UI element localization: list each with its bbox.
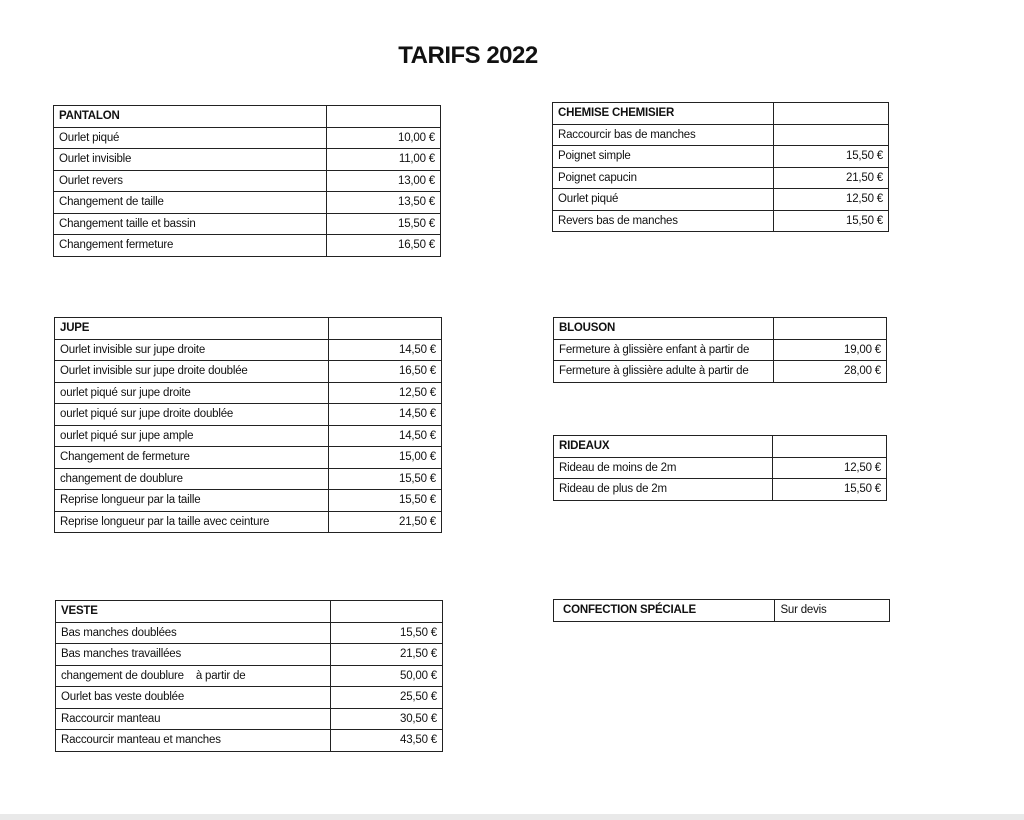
item-label: Ourlet revers: [54, 170, 327, 192]
item-label: Rideau de moins de 2m: [554, 457, 773, 479]
item-price: 13,50 €: [327, 192, 441, 214]
item-label: changement de doublure: [55, 468, 329, 490]
section-header: JUPE: [55, 318, 329, 340]
item-price: 15,50 €: [331, 622, 443, 644]
rideaux-table: [553, 435, 887, 501]
item-price: 15,50 €: [774, 146, 889, 168]
item-price: 12,50 €: [774, 189, 889, 211]
table-header-row: [54, 106, 441, 128]
table-row: [55, 447, 442, 469]
item-price: 21,50 €: [328, 511, 441, 533]
item-price: 14,50 €: [328, 339, 441, 361]
item-label: Ourlet invisible sur jupe droite doublée: [55, 361, 329, 383]
veste-table: [55, 600, 443, 752]
blouson-table: [553, 317, 887, 383]
page-title: TARIFS 2022: [398, 42, 538, 69]
item-label: Changement taille et bassin: [54, 213, 327, 235]
item-label: Bas manches travaillées: [56, 644, 331, 666]
table-header-row: [553, 103, 889, 125]
item-label: Bas manches doublées: [56, 622, 331, 644]
table-row: [553, 124, 889, 146]
item-price: 21,50 €: [331, 644, 443, 666]
table-row: [553, 210, 889, 232]
item-price: 43,50 €: [331, 730, 443, 752]
pantalon-table: [53, 105, 441, 257]
table-row: [54, 192, 441, 214]
item-price: 15,50 €: [328, 468, 441, 490]
table-row: [554, 361, 887, 383]
item-label: ourlet piqué sur jupe droite doublée: [55, 404, 329, 426]
confection-table: [553, 599, 890, 622]
section-header: CHEMISE CHEMISIER: [553, 103, 774, 125]
item-price: 14,50 €: [328, 425, 441, 447]
item-label: changement de doublure à partir de: [56, 665, 331, 687]
table-row: [55, 490, 442, 512]
table-row: [55, 382, 442, 404]
table-row: [56, 644, 443, 666]
item-label: Fermeture à glissière enfant à partir de: [554, 339, 774, 361]
item-price: 12,50 €: [773, 457, 887, 479]
table-row: [553, 189, 889, 211]
header-empty-cell: [331, 601, 443, 623]
item-label: ourlet piqué sur jupe droite: [55, 382, 329, 404]
table-row: [54, 149, 441, 171]
table-header-row: [55, 318, 442, 340]
item-label: Ourlet piqué: [54, 127, 327, 149]
item-price: 21,50 €: [774, 167, 889, 189]
item-label: Poignet simple: [553, 146, 774, 168]
table-row: [56, 687, 443, 709]
chemise-table: [552, 102, 889, 232]
item-price: 16,50 €: [327, 235, 441, 257]
header-empty-cell: [328, 318, 441, 340]
item-label: Ourlet invisible: [54, 149, 327, 171]
item-label: Raccourcir bas de manches: [553, 124, 774, 146]
table-row: [56, 665, 443, 687]
item-price: 12,50 €: [328, 382, 441, 404]
item-price: Sur devis: [775, 600, 890, 622]
header-empty-cell: [773, 318, 886, 340]
item-price: 28,00 €: [773, 361, 886, 383]
table-row: [56, 708, 443, 730]
table-header-row: [554, 600, 890, 622]
header-empty-cell: [327, 106, 441, 128]
section-header: VESTE: [56, 601, 331, 623]
table-header-row: [554, 318, 887, 340]
item-price: 15,50 €: [327, 213, 441, 235]
item-price: 11,00 €: [327, 149, 441, 171]
table-row: [54, 127, 441, 149]
item-price: 16,50 €: [328, 361, 441, 383]
table-row: [55, 339, 442, 361]
section-header: CONFECTION SPÉCIALE: [554, 600, 775, 622]
header-empty-cell: [774, 103, 889, 125]
table-row: [554, 457, 887, 479]
table-row: [553, 167, 889, 189]
item-price: 15,00 €: [328, 447, 441, 469]
table-row: [55, 361, 442, 383]
item-label: Raccourcir manteau et manches: [56, 730, 331, 752]
item-label: Reprise longueur par la taille avec ceinture: [55, 511, 329, 533]
item-price: 10,00 €: [327, 127, 441, 149]
item-label: Ourlet bas veste doublée: [56, 687, 331, 709]
item-price: 30,50 €: [331, 708, 443, 730]
item-price: 15,50 €: [774, 210, 889, 232]
table-row: [55, 404, 442, 426]
section-header: RIDEAUX: [554, 436, 773, 458]
table-row: [554, 339, 887, 361]
item-label: Reprise longueur par la taille: [55, 490, 329, 512]
table-row: [554, 479, 887, 501]
item-label: Changement de fermeture: [55, 447, 329, 469]
item-price: 15,50 €: [773, 479, 887, 501]
table-row: [55, 425, 442, 447]
item-price: [774, 124, 889, 146]
jupe-table: [54, 317, 442, 533]
table-row: [55, 468, 442, 490]
item-label: Revers bas de manches: [553, 210, 774, 232]
item-price: 19,00 €: [773, 339, 886, 361]
table-row: [54, 170, 441, 192]
table-row: [54, 213, 441, 235]
item-label: Ourlet invisible sur jupe droite: [55, 339, 329, 361]
section-header: BLOUSON: [554, 318, 774, 340]
item-price: 14,50 €: [328, 404, 441, 426]
section-header: PANTALON: [54, 106, 327, 128]
table-row: [553, 146, 889, 168]
item-label: Raccourcir manteau: [56, 708, 331, 730]
item-price: 13,00 €: [327, 170, 441, 192]
item-label: Rideau de plus de 2m: [554, 479, 773, 501]
table-header-row: [56, 601, 443, 623]
item-label: Ourlet piqué: [553, 189, 774, 211]
item-price: 50,00 €: [331, 665, 443, 687]
item-price: 15,50 €: [328, 490, 441, 512]
item-label: Changement de taille: [54, 192, 327, 214]
table-row: [54, 235, 441, 257]
table-row: [55, 511, 442, 533]
item-label: Poignet capucin: [553, 167, 774, 189]
item-label: Fermeture à glissière adulte à partir de: [554, 361, 774, 383]
page-bottom-edge: [0, 814, 1024, 820]
table-header-row: [554, 436, 887, 458]
item-label: Changement fermeture: [54, 235, 327, 257]
table-row: [56, 622, 443, 644]
item-label: ourlet piqué sur jupe ample: [55, 425, 329, 447]
header-empty-cell: [773, 436, 887, 458]
item-price: 25,50 €: [331, 687, 443, 709]
table-row: [56, 730, 443, 752]
